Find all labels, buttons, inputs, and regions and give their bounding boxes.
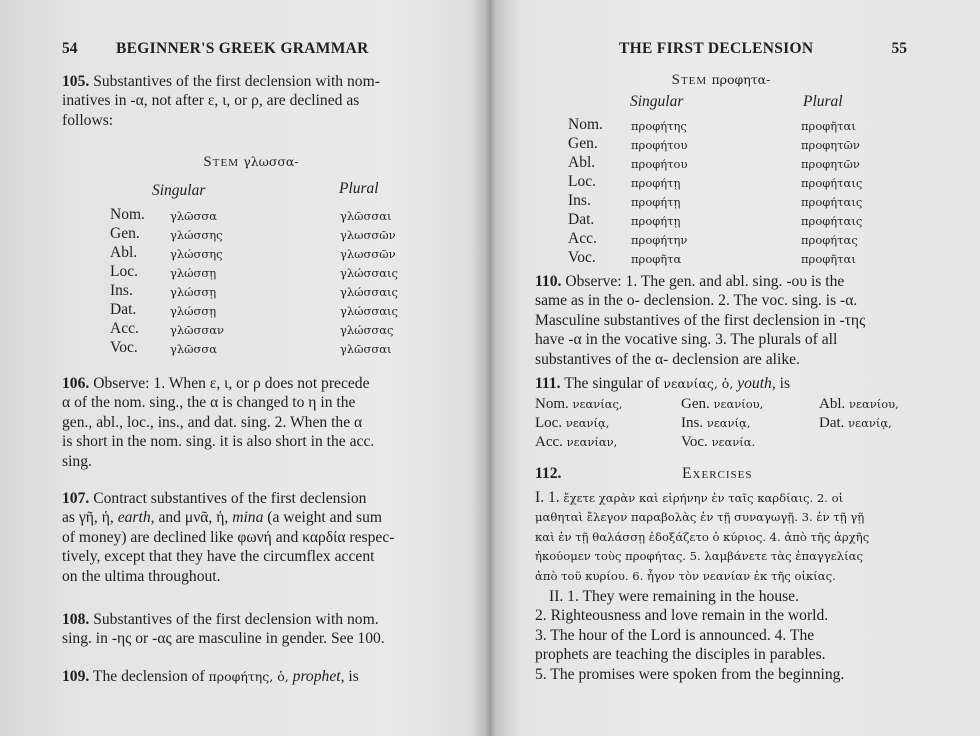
case-label: Abl. xyxy=(819,396,846,412)
singular-header: Singular xyxy=(630,93,684,110)
table-row xyxy=(535,154,907,173)
paragraph-number: 108. xyxy=(62,611,90,628)
plural-form: γλῶσσαι xyxy=(340,342,392,356)
singular-header: Singular xyxy=(152,182,206,199)
case-label: Voc. xyxy=(568,249,596,266)
singular-form: προφήτῃ xyxy=(631,214,681,228)
text-line xyxy=(62,489,440,508)
table-row xyxy=(62,301,440,320)
greek-sentence: καὶ ἐν τῇ θαλάσσῃ ἐδοξάζετο ὁ κύριος. 4. ἀπὸ τῆς ἀρχῆς xyxy=(535,529,870,544)
running-title: BEGINNER'S GREEK GRAMMAR xyxy=(116,40,369,57)
table-row xyxy=(62,320,440,339)
table-row xyxy=(62,225,440,244)
text-span: Observe: 1. The gen. and abl. sing. -ου is the xyxy=(565,273,845,290)
left-running-head xyxy=(62,40,440,60)
singular-form: γλώσσῃ xyxy=(170,304,217,318)
case-label: Voc. xyxy=(681,434,708,450)
text-line: prophets are teaching the disciples in parables. xyxy=(535,646,826,664)
paragraph-110 xyxy=(535,272,907,369)
plural-form: προφήτας xyxy=(801,233,858,247)
table-row xyxy=(535,173,907,192)
stem-word: Stem xyxy=(671,72,708,88)
plural-form: προφῆται xyxy=(801,252,856,266)
greek-sentence: ἠκούομεν τοὺς προφήτας. 5. λαμβάνετε τὰς ἐπαγγελίας xyxy=(535,549,864,564)
text-line xyxy=(535,272,907,291)
text-line: Masculine substantives of the first declension in -της xyxy=(535,311,866,329)
case-label: Loc. xyxy=(535,415,563,431)
table-row xyxy=(535,135,907,154)
text-line: of money) are declined like φωνή and καρδία respec- xyxy=(62,528,395,546)
text-line: 5. The promises were spoken from the beginning. xyxy=(535,665,845,683)
plural-form: γλῶσσαι xyxy=(340,209,392,223)
plural-form: προφῆται xyxy=(801,119,856,133)
text-line: sing. xyxy=(62,452,92,470)
plural-form: γλώσσας xyxy=(340,323,394,337)
table-row xyxy=(62,282,440,301)
stem-greek: γλωσσα- xyxy=(243,154,299,169)
page-number: 55 xyxy=(891,40,907,57)
plural-form: προφήταις xyxy=(801,195,863,209)
table-row xyxy=(62,339,440,358)
paragraph-number: 112. xyxy=(535,465,562,482)
text-line xyxy=(62,374,440,393)
table-row xyxy=(62,206,440,225)
form-cell xyxy=(681,396,763,413)
exercise-number: I. 1. xyxy=(535,489,560,506)
text-line: gen., abl., loc., ins., and dat. sing. 2. When the α xyxy=(62,413,363,431)
case-label: Acc. xyxy=(535,434,563,450)
text-line xyxy=(62,610,440,629)
case-label: Dat. xyxy=(568,211,595,228)
gloss: prophet, xyxy=(292,668,345,685)
text-span: is xyxy=(779,375,791,392)
table-row xyxy=(535,192,907,211)
singular-form: γλώσσης xyxy=(170,228,223,242)
case-label: Dat. xyxy=(110,301,137,318)
case-label: Nom. xyxy=(535,396,569,412)
singular-form: προφήτῃ xyxy=(631,176,681,190)
plural-form: προφήταις xyxy=(801,214,863,228)
case-label: Nom. xyxy=(110,206,145,223)
case-label: Abl. xyxy=(568,154,596,171)
running-title: THE FIRST DECLENSION xyxy=(619,40,814,57)
case-label: Ins. xyxy=(568,192,591,209)
text-line: tively, except that they have the circumflex accent xyxy=(62,548,375,566)
form-cell xyxy=(681,434,755,451)
case-label: Loc. xyxy=(568,173,596,190)
paragraph-106 xyxy=(62,374,440,471)
case-label: Gen. xyxy=(110,225,140,242)
plural-form: γλωσσῶν xyxy=(340,228,396,242)
form-cell xyxy=(535,396,623,413)
case-label: Nom. xyxy=(568,116,603,133)
text-span: and μνᾶ, ἡ, xyxy=(158,509,229,527)
text-line: substantives of the α- declension are alike. xyxy=(535,350,800,368)
paragraph-number: 110. xyxy=(535,273,562,290)
singular-form: προφήτην xyxy=(631,233,688,247)
paragraph-112-heading xyxy=(535,464,907,483)
table-row xyxy=(62,263,440,282)
singular-form: γλῶσσα xyxy=(170,209,218,223)
text-line: sing. in -ης or -ας are masculine in gender. See 100. xyxy=(62,630,385,648)
greek-form: νεανία. xyxy=(711,435,756,449)
plural-form: προφήταις xyxy=(801,176,863,190)
text-line: 3. The hour of the Lord is announced. 4. The xyxy=(535,626,815,644)
form-cell xyxy=(681,415,750,432)
greek-word: νεανίας, ὁ, xyxy=(663,376,734,391)
stem-label xyxy=(62,154,440,171)
paragraph-109 xyxy=(62,667,440,686)
paragraph-105 xyxy=(62,72,440,130)
plural-form: γλώσσαις xyxy=(340,304,398,318)
plural-form: προφητῶν xyxy=(801,138,860,152)
text-line xyxy=(62,72,440,91)
plural-form: γλώσσαις xyxy=(340,266,398,280)
text-line: inatives in -α, not after ε, ι, or ρ, are declined as xyxy=(62,92,360,110)
form-cell xyxy=(819,415,892,432)
table-row xyxy=(535,249,907,268)
english-exercises xyxy=(535,587,907,684)
singular-form: προφήτου xyxy=(631,138,688,152)
greek-form: νεανίαν, xyxy=(566,435,618,449)
greek-exercises xyxy=(535,488,907,586)
case-label: Acc. xyxy=(568,230,597,247)
text-line: on the ultima throughout. xyxy=(62,567,221,585)
case-label: Gen. xyxy=(568,135,598,152)
case-label: Ins. xyxy=(110,282,133,299)
plural-header: Plural xyxy=(803,93,843,110)
text-line: 2. Righteousness and love remain in the world. xyxy=(535,607,829,625)
plural-form: γλώσσαις xyxy=(340,285,398,299)
stem-greek: προφητα- xyxy=(711,72,771,87)
table-row xyxy=(535,230,907,249)
singular-form: γλῶσσα xyxy=(170,342,218,356)
case-label: Gen. xyxy=(681,396,710,412)
case-label: Ins. xyxy=(681,415,704,431)
text-span: The singular of xyxy=(564,375,660,392)
paragraph-number: 106. xyxy=(62,375,90,392)
text-span: Substantives of the first declension with nom. xyxy=(93,611,379,628)
singular-form: γλῶσσαν xyxy=(170,323,224,337)
gloss: earth, xyxy=(117,509,155,527)
form-cell xyxy=(819,396,899,413)
paragraph-111 xyxy=(535,374,907,393)
paragraph-107 xyxy=(62,489,440,586)
greek-form: νεανίᾳ, xyxy=(565,416,610,430)
singular-form: προφήτῃ xyxy=(631,195,681,209)
text-line xyxy=(62,667,440,686)
greek-word: προφήτης, ὁ, xyxy=(208,669,289,684)
text-span: is xyxy=(348,668,359,685)
paragraph-number: 107. xyxy=(62,490,90,507)
paragraph-number: 109. xyxy=(62,668,90,685)
greek-sentence: ἀπὸ τοῦ κυρίου. 6. ἦγον τὸν νεανίαν ἐκ τῆς οἰκίας. xyxy=(535,568,836,583)
text-span: Substantives of the first declension with nom- xyxy=(93,73,380,90)
form-cell xyxy=(535,434,617,451)
paragraph-number: 105. xyxy=(62,73,90,90)
paragraph-108 xyxy=(62,610,440,649)
greek-sentence: ἔχετε χαρὰν καὶ εἰρήνην ἐν ταῖς καρδίαις. 2. οἱ xyxy=(563,491,844,505)
form-cell xyxy=(535,415,609,432)
singular-form: προφῆτα xyxy=(631,252,682,266)
text-span: as γῆ, ἡ, xyxy=(62,509,114,527)
text-line: is short in the nom. sing. it is also short in the acc. xyxy=(62,433,375,451)
case-label: Acc. xyxy=(110,320,139,337)
stem-word: Stem xyxy=(203,154,239,170)
plural-form: προφητῶν xyxy=(801,157,860,171)
text-span: Observe: 1. When ε, ι, or ρ does not precede xyxy=(93,375,370,392)
paragraph-number: 111. xyxy=(535,375,561,392)
gloss: mina xyxy=(232,509,264,527)
text-line xyxy=(535,488,907,508)
text-line xyxy=(535,374,907,393)
greek-form: νεανίᾳ, xyxy=(706,416,751,430)
text-line: α of the nom. sing., the α is changed to η in the xyxy=(62,394,356,412)
gloss: youth, xyxy=(737,375,776,392)
text-span: (a weight and sum xyxy=(267,509,383,527)
singular-form: γλώσσῃ xyxy=(170,285,217,299)
singular-form: προφήτου xyxy=(631,157,688,171)
greek-sentence: μαθηταὶ ἔλεγον παραβολὰς ἐν τῇ συναγωγῇ. 3. ἐν τῇ γῇ xyxy=(535,510,865,525)
text-line: have -α in the vocative sing. 3. The plurals of all xyxy=(535,331,838,349)
page-number: 54 xyxy=(62,40,78,57)
plural-header: Plural xyxy=(339,180,379,197)
right-running-head xyxy=(535,40,907,60)
case-label: Loc. xyxy=(110,263,138,280)
singular-form: γλώσσης xyxy=(170,247,223,261)
greek-form: νεανίου, xyxy=(713,397,764,411)
right-page xyxy=(535,0,907,736)
case-label: Voc. xyxy=(110,339,138,356)
table-row xyxy=(535,116,907,135)
case-label: Dat. xyxy=(819,415,845,431)
exercises-heading: Exercises xyxy=(682,465,753,482)
singular-form: γλώσσῃ xyxy=(170,266,217,280)
text-line: follows: xyxy=(62,111,114,129)
plural-form: γλωσσῶν xyxy=(340,247,396,261)
greek-form: νεανίου, xyxy=(849,397,899,411)
case-label: Abl. xyxy=(110,244,138,261)
text-line: II. 1. They were remaining in the house. xyxy=(549,588,800,605)
text-span: Contract substantives of the first declension xyxy=(93,490,367,507)
singular-form: προφήτης xyxy=(631,119,687,133)
text-span: The declension of xyxy=(92,668,205,685)
text-line xyxy=(62,508,440,527)
left-page xyxy=(62,0,440,736)
table-row xyxy=(62,244,440,263)
table-row xyxy=(535,211,907,230)
stem-label xyxy=(535,72,907,89)
greek-form: νεανίᾳ, xyxy=(848,416,892,430)
greek-form: νεανίας, xyxy=(572,397,623,411)
text-line: same as in the ο- declension. 2. The voc. sing. is -α. xyxy=(535,292,858,310)
